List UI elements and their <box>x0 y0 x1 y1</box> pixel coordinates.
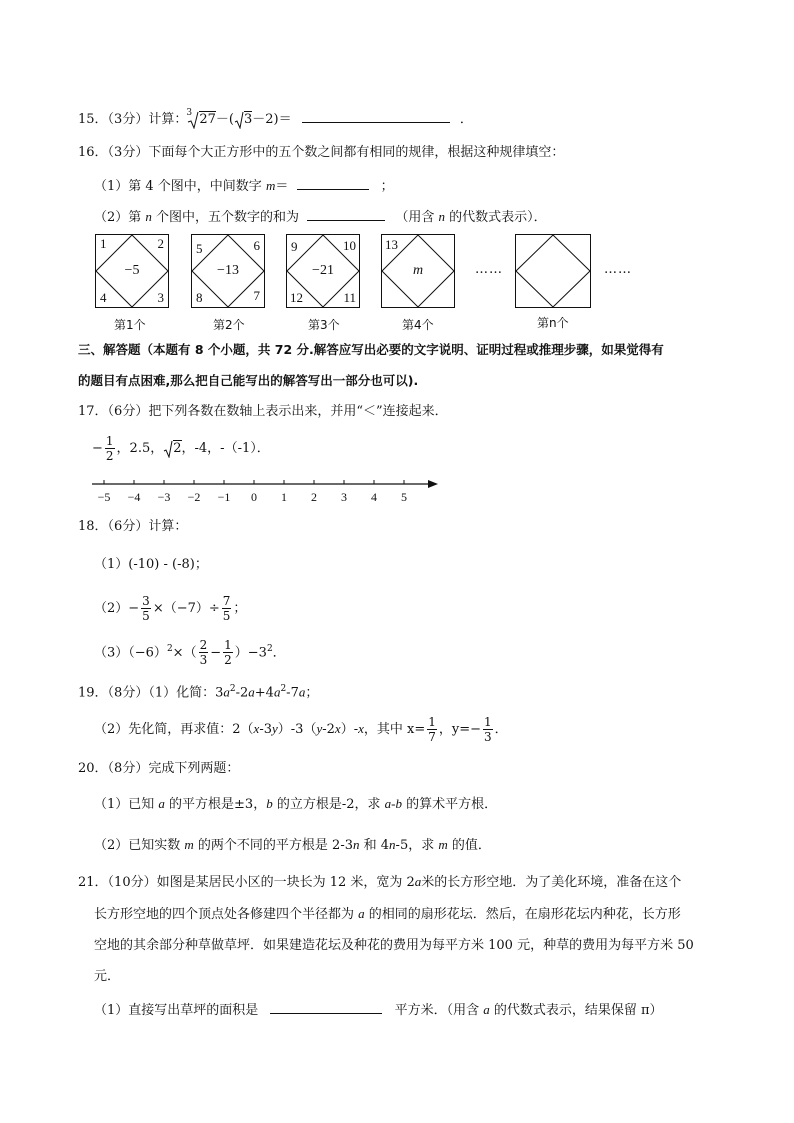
v: a <box>223 684 230 700</box>
q16-p2-text: （2）第 <box>94 210 146 225</box>
t: 的算术平方根． <box>401 797 498 812</box>
frac-den: 7 <box>428 730 436 744</box>
sqrt3 <box>234 111 252 129</box>
t: 长方形空地的四个顶点处各修建四个半径都为 <box>94 907 359 922</box>
fraction-1-7 <box>427 715 437 744</box>
v: a <box>158 796 165 811</box>
q17-rest2: ，-4，-（-1）． <box>181 441 270 456</box>
t: （1）直接写出草坪的面积是 <box>94 1003 259 1018</box>
frac-den: 5 <box>222 609 231 623</box>
t: 的相同的扇形花坛．然后，在扇形花坛内种花，长方形 <box>364 907 681 922</box>
figure-top-left: 13 <box>385 237 398 252</box>
figure-top-right: 10 <box>343 238 356 253</box>
tick-label: −4 <box>127 490 141 504</box>
tick-label: −5 <box>97 490 111 504</box>
q17-rest1: ，2.5， <box>116 441 164 456</box>
q16-p1-end: ； <box>380 179 394 194</box>
frac-num: 1 <box>484 715 492 729</box>
frac-num: 1 <box>428 715 436 729</box>
v: a-b <box>384 796 402 811</box>
sqrt-radicand: 2 <box>173 441 182 456</box>
fraction-3-5 <box>141 594 151 623</box>
figure-4 <box>381 234 455 308</box>
figure-center: −13 <box>217 263 239 278</box>
q18-p3-a: （3）（−6） <box>94 645 167 661</box>
tick-label: −2 <box>187 490 201 504</box>
q20-part1 <box>94 795 497 814</box>
v: a <box>248 684 255 700</box>
frac-den: 2 <box>105 449 114 463</box>
t: ，其中 x= <box>363 722 426 737</box>
q16-p2-hint-end: 的代数式表示）． <box>444 210 547 225</box>
v: a <box>273 684 281 700</box>
frac-num: 1 <box>224 638 232 653</box>
q16-p1-var: m <box>265 178 276 193</box>
section3-line1: 三、解答题（本题有 8 个小题，共 72 分.解答应写出必要的文字说明、证明过程或推理步骤，如果觉得有 <box>78 342 664 357</box>
q15-answer-blank[interactable] <box>302 108 450 123</box>
section3-line2: 的题目有点困难,那么把自己能写出的解答写出一部分也可以). <box>78 373 419 388</box>
figure-bottom-right: 11 <box>343 290 356 305</box>
figure-center: m <box>412 263 424 278</box>
q21-answer-blank[interactable] <box>270 999 382 1014</box>
fraction-2-3 <box>199 638 209 667</box>
cube-root-index: 3 <box>186 108 193 118</box>
q16-p1-eq: ＝ <box>275 179 289 194</box>
tick-label: 4 <box>371 490 377 504</box>
q18-p2-a: （2）− <box>94 601 140 616</box>
figure-n <box>515 234 591 308</box>
t: 的平方根是±3， <box>164 797 267 812</box>
figure-4-caption: 第4个 <box>402 318 434 332</box>
t: ，y=− <box>438 722 482 737</box>
frac-den: 5 <box>142 609 150 623</box>
fraction-1-3 <box>483 715 493 744</box>
q15-expr-c: －2)＝ <box>252 112 292 127</box>
sqrt-sign-icon <box>163 440 173 458</box>
t: 米的长方形空地．为了美化环境，准备在这个 <box>421 875 682 890</box>
tick-label: 1 <box>281 490 287 504</box>
figure-bottom-left: 4 <box>100 290 107 305</box>
q18-p3-exp2: 2 <box>266 644 273 654</box>
t: ． <box>494 722 508 737</box>
q16-label: 16．（3分）下面每个大正方形中的五个数之间都有相同的规律，根据这种规律填空： <box>78 145 565 160</box>
frac-num: 2 <box>199 638 208 653</box>
q18-p2-c: ； <box>233 601 247 616</box>
sqrt-sign-icon <box>234 111 244 129</box>
frac-num: 1 <box>105 434 114 448</box>
t: 和 4 <box>359 838 390 853</box>
figure-bottom-left: 12 <box>290 290 303 305</box>
t: 19．（8分）（1）化简：3 <box>78 685 224 701</box>
q16-part1 <box>94 175 394 196</box>
figure-top-left: 1 <box>100 236 107 251</box>
figure-2 <box>191 234 265 308</box>
tick-label: −1 <box>217 490 231 504</box>
t: （2）先化简，再求值：2（ <box>94 722 254 737</box>
figure-center: −21 <box>312 263 334 278</box>
q18-p3-d: ． <box>272 645 286 661</box>
figure-bottom-right: 3 <box>157 290 164 305</box>
figure-top-right: 6 <box>253 238 260 253</box>
q17-numbers <box>92 432 270 466</box>
cube-radicand: 27 <box>199 112 216 127</box>
q15-line <box>78 108 473 129</box>
v: a <box>358 906 365 921</box>
figure-top-left: 9 <box>291 239 298 254</box>
q16-p1-answer-blank[interactable] <box>297 175 369 190</box>
frac-den: 2 <box>224 653 232 668</box>
t: 的值． <box>447 838 491 853</box>
e: 2 <box>229 684 236 694</box>
q15-label: 15．（3分）计算： <box>78 112 188 127</box>
figure-bottom-left: 8 <box>196 290 203 305</box>
t: （2）已知实数 <box>94 838 185 853</box>
cube-root <box>186 108 216 129</box>
q18-part3 <box>94 632 286 670</box>
diamond-shape <box>516 235 590 307</box>
t: -7 <box>286 685 299 701</box>
sqrt-radicand: 3 <box>243 112 253 127</box>
figure-n-caption: 第n个 <box>537 316 569 330</box>
q19-part1 <box>78 680 318 702</box>
q16-part2 <box>94 206 547 227</box>
figure-2-caption: 第2个 <box>213 318 245 332</box>
q18-p3-c: ）−3 <box>234 645 267 661</box>
q20-part2 <box>94 836 491 855</box>
q18-p3-exp: 2 <box>166 644 173 654</box>
e: 2 <box>280 684 287 694</box>
q20-label: 20．（8分）完成下列两题： <box>78 761 240 776</box>
figure-1-caption: 第1个 <box>114 318 146 332</box>
tick-label: 0 <box>251 490 257 504</box>
q15-expr-b: －( <box>215 112 234 127</box>
figure-top-left: 5 <box>196 241 203 256</box>
fraction-one-half <box>105 434 115 463</box>
t: 平方米．（用含 <box>394 1003 484 1018</box>
number-line <box>92 474 442 518</box>
t: 21．（10分）如图是某居民小区的一块长为 12 米，宽为 2 <box>78 875 415 890</box>
figure-center: −5 <box>124 263 140 278</box>
frac-num: 3 <box>142 594 150 608</box>
tick-label: 5 <box>401 490 407 504</box>
v: y <box>316 721 323 736</box>
v: x <box>253 721 260 736</box>
figure-3-caption: 第3个 <box>308 318 340 332</box>
v: x <box>334 721 341 736</box>
q16-p2-var: n <box>145 209 152 224</box>
t: -2 <box>322 722 335 737</box>
q16-p2-text2: 个图中，五个数字的和为 <box>151 210 300 225</box>
q15-end: ． <box>459 112 473 127</box>
q18-part2 <box>94 592 246 626</box>
t: ）-3（ <box>277 722 317 737</box>
figure-top-right: 2 <box>157 236 164 251</box>
v: b <box>266 796 273 811</box>
ellipsis-1: …… <box>475 262 503 277</box>
t: -2 <box>235 685 249 701</box>
q21-line3: 空地的其余部分种草做草坪．如果建造花坛及种花的费用为每平方米 100 元，种草的费用为每平方米 50 <box>94 938 694 953</box>
v: a <box>414 874 422 889</box>
v: n <box>389 837 396 852</box>
v: a <box>483 1002 490 1017</box>
fraction-1-2 <box>223 638 233 667</box>
q17-label: 17．（6分）把下列各数在数轴上表示出来，并用“＜”连接起来． <box>78 404 448 419</box>
q16-p2-answer-blank[interactable] <box>307 206 385 221</box>
q18-part1: （1）(-10) - (-8)； <box>94 557 208 572</box>
q16-p2-hint-var: n <box>438 209 445 224</box>
t: （1）已知 <box>94 797 159 812</box>
frac-den: 3 <box>484 730 492 744</box>
t: 的代数式表示，结果保留 π） <box>489 1003 663 1018</box>
frac-den: 3 <box>199 653 208 668</box>
q18-p3-mid: − <box>210 645 222 661</box>
v: m <box>184 837 194 852</box>
q21-line4: 元． <box>94 969 121 984</box>
q19-part2 <box>94 712 508 747</box>
figure-1 <box>95 234 169 308</box>
number-line-axis <box>92 474 442 514</box>
q18-p3-b: ×（ <box>172 645 197 661</box>
fraction-7-5 <box>222 594 232 623</box>
figure-bottom-right: 7 <box>253 288 260 303</box>
q18-p2-b: ×（−7）÷ <box>152 601 220 616</box>
v: y <box>272 721 278 736</box>
t: ）- <box>340 722 359 737</box>
ellipsis-2: …… <box>604 262 632 277</box>
q16-p2-hint: （用含 <box>395 210 439 225</box>
q21-line1 <box>78 873 681 892</box>
tick-label: 2 <box>311 490 317 504</box>
frac-num: 7 <box>222 594 231 608</box>
v: a <box>298 684 306 700</box>
q21-line2 <box>94 905 681 924</box>
t: +4 <box>254 685 274 701</box>
t: ； <box>305 685 319 701</box>
t: -3 <box>259 722 272 737</box>
t: 的两个不同的平方根是 2-3 <box>193 838 353 853</box>
q18-label: 18．（6分）计算： <box>78 519 188 534</box>
v: m <box>438 837 448 852</box>
t: 的立方根是-2，求 <box>272 797 385 812</box>
v: x <box>358 721 364 736</box>
t: -5，求 <box>395 838 439 853</box>
sqrt2 <box>163 432 181 466</box>
q16-p1-text: （1）第 4 个图中，中间数字 <box>94 179 266 194</box>
q17-neg: − <box>92 441 103 456</box>
v: n <box>353 837 360 852</box>
tick-label: 3 <box>341 490 347 504</box>
tick-label: −3 <box>157 490 171 504</box>
q21-part1 <box>94 999 663 1020</box>
figure-3 <box>286 234 360 308</box>
